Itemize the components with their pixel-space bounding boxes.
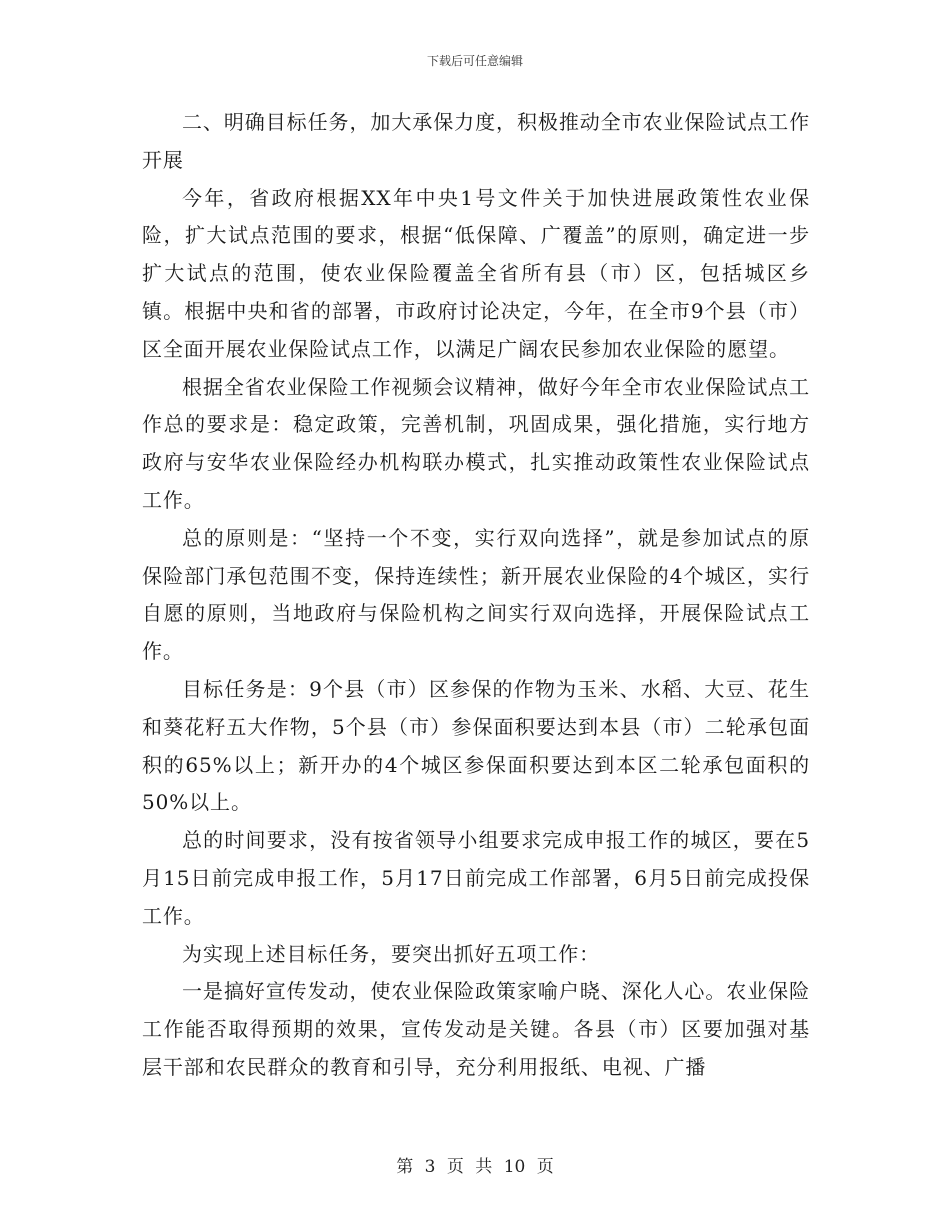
- paragraph: 总的时间要求，没有按省领导小组要求完成申报工作的城区，要在5月15日前完成申报工作，5月17日前完成工作部署，6月5日前完成投保工作。: [142, 828, 810, 928]
- paragraph: 根据全省农业保险工作视频会议精神，做好今年全市农业保险试点工作总的要求是：稳定政策，完善机制，巩固成果，强化措施，实行地方政府与安华农业保险经办机构联办模式，扎实推动政策性农业保险试点工作。: [142, 374, 810, 512]
- paragraph: 一是搞好宣传发动，使农业保险政策家喻户晓、深化人心。农业保险工作能否取得预期的效果，宣传发动是关键。各县（市）区要加强对基层干部和农民群众的教育和引导，充分利用报纸、电视、广播: [142, 979, 810, 1079]
- paragraph: 总的原则是：“坚持一个不变，实行双向选择”，就是参加试点的原保险部门承包范围不变，保持连续性；新开展农业保险的4个城区，实行自愿的原则，当地政府与保险机构之间实行双向选择，开展保险试点工作。: [142, 525, 810, 664]
- paragraph: 为实现上述目标任务，要突出抓好五项工作：: [182, 941, 600, 966]
- paragraph: 目标任务是：9个县（市）区参保的作物为玉米、水稻、大豆、花生和葵花籽五大作物，5个县（市）参保面积要达到本县（市）二轮承包面积的65%以上；新开办的4个城区参保面积要达到本区二轮承包面积的50%以上。: [142, 676, 810, 815]
- paragraph: 今年，省政府根据XX年中央1号文件关于加快进展政策性农业保险，扩大试点范围的要求，根据“低保障、广覆盖”的原则，确定进一步扩大试点的范围，使农业保险覆盖全省所有县（市）区，包括城区乡镇。根据中央和省的部署，市政府讨论决定，今年，在全市9个县（市）区全面开展农业保险试点工作，以满足广阔农民参加农业保险的愿望。: [142, 185, 810, 361]
- page-header: 下载后可任意编辑: [426, 54, 523, 68]
- page-number-footer: 第 3 页 共 10 页: [396, 1157, 554, 1177]
- document-body: [142, 104, 810, 1087]
- paragraph-heading: 二、明确目标任务，加大承保力度，积极推动全市农业保险试点工作开展: [142, 110, 810, 172]
